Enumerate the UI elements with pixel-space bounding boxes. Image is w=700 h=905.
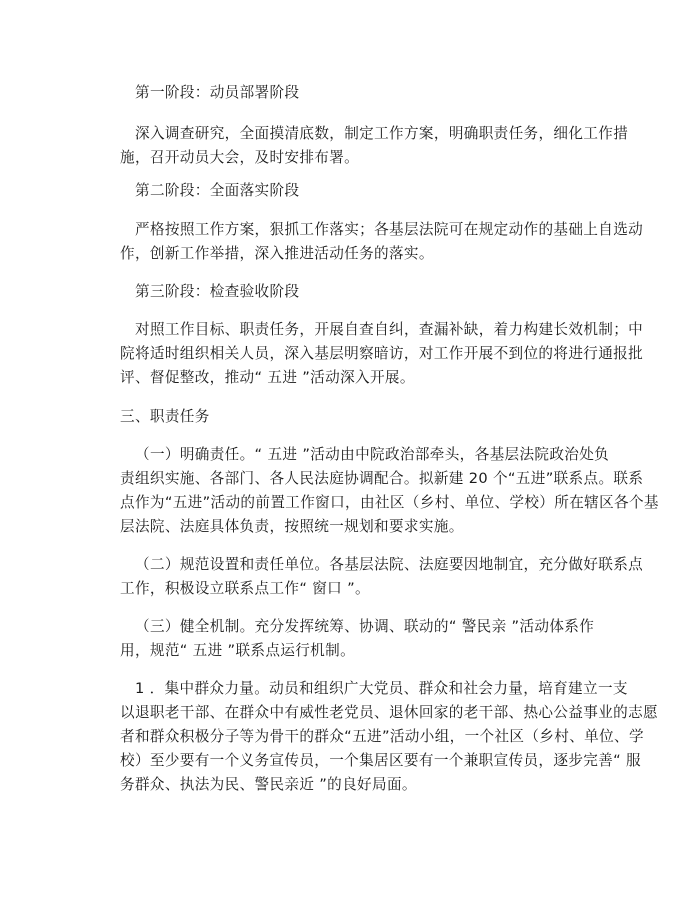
paragraph-line: （一）明确责任。“ 五进 ”活动由中院政治部牵头，各基层法院政治处负	[135, 446, 610, 463]
paragraph-line: 1 ．集中群众力量。动员和组织广大党员、群众和社会力量，培育建立一支	[135, 680, 628, 697]
paragraph-line: （三）健全机制。充分发挥统筹、协调、联动的“ 警民亲 ”活动体系作	[135, 618, 595, 635]
stage-three-heading: 第三阶段：检查验收阶段	[135, 283, 300, 300]
paragraph-line: 施，召开动员大会，及时安排布署。	[120, 149, 360, 166]
paragraph-line: 校）至少要有一个义务宣传员，一个集居区要有一个兼职宣传员，逐步完善“ 服	[120, 752, 641, 769]
paragraph-line: 严格按照工作方案，狠抓工作落实；各基层法院可在规定动作的基础上自选动	[135, 221, 644, 238]
paragraph-line: 作，创新工作举措，深入推进活动任务的落实。	[120, 245, 434, 262]
paragraph-line: 以退职老干部、在群众中有威性老党员、退休回家的老干部、热心公益事业的志愿	[120, 704, 658, 721]
paragraph-line: 工作，积极设立联系点工作“ 窗口 ”。	[120, 580, 370, 597]
paragraph-line: 对照工作目标、职责任务，开展自查自纠，查漏补缺，着力构建长效机制；中	[135, 321, 644, 338]
section-heading: 三、职责任务	[120, 408, 210, 425]
stage-two-heading: 第二阶段：全面落实阶段	[135, 182, 300, 199]
paragraph-line: 深入调查研究，全面摸清底数，制定工作方案，明确职责任务，细化工作措	[135, 125, 629, 142]
paragraph-line: 务群众、执法为民、警民亲近 ”的良好局面。	[120, 776, 417, 793]
paragraph-line: 用，规范“ 五进 ”联系点运行机制。	[120, 642, 356, 659]
paragraph-line: 点作为“五进”活动的前置工作窗口，由社区（乡村、单位、学校）所在辖区各个基	[120, 494, 659, 511]
paragraph-line: （二）规范设置和责任单位。各基层法院、法庭要因地制宜，充分做好联系点	[135, 556, 644, 573]
paragraph-line: 评、督促整改，推动“ 五进 ”活动深入开展。	[120, 369, 415, 386]
paragraph-line: 层法院、法庭具体负责，按照统一规划和要求实施。	[120, 518, 464, 535]
stage-one-heading: 第一阶段：动员部署阶段	[135, 84, 300, 101]
paragraph-line: 责组织实施、各部门、各人民法庭协调配合。拟新建 20 个“五进”联系点。联系	[120, 470, 644, 487]
paragraph-line: 院将适时组织相关人员，深入基层明察暗访，对工作开展不到位的将进行通报批	[120, 345, 644, 362]
paragraph-line: 者和群众积极分子等为骨干的群众“五进”活动小组，一个社区（乡村、单位、学	[120, 728, 644, 745]
